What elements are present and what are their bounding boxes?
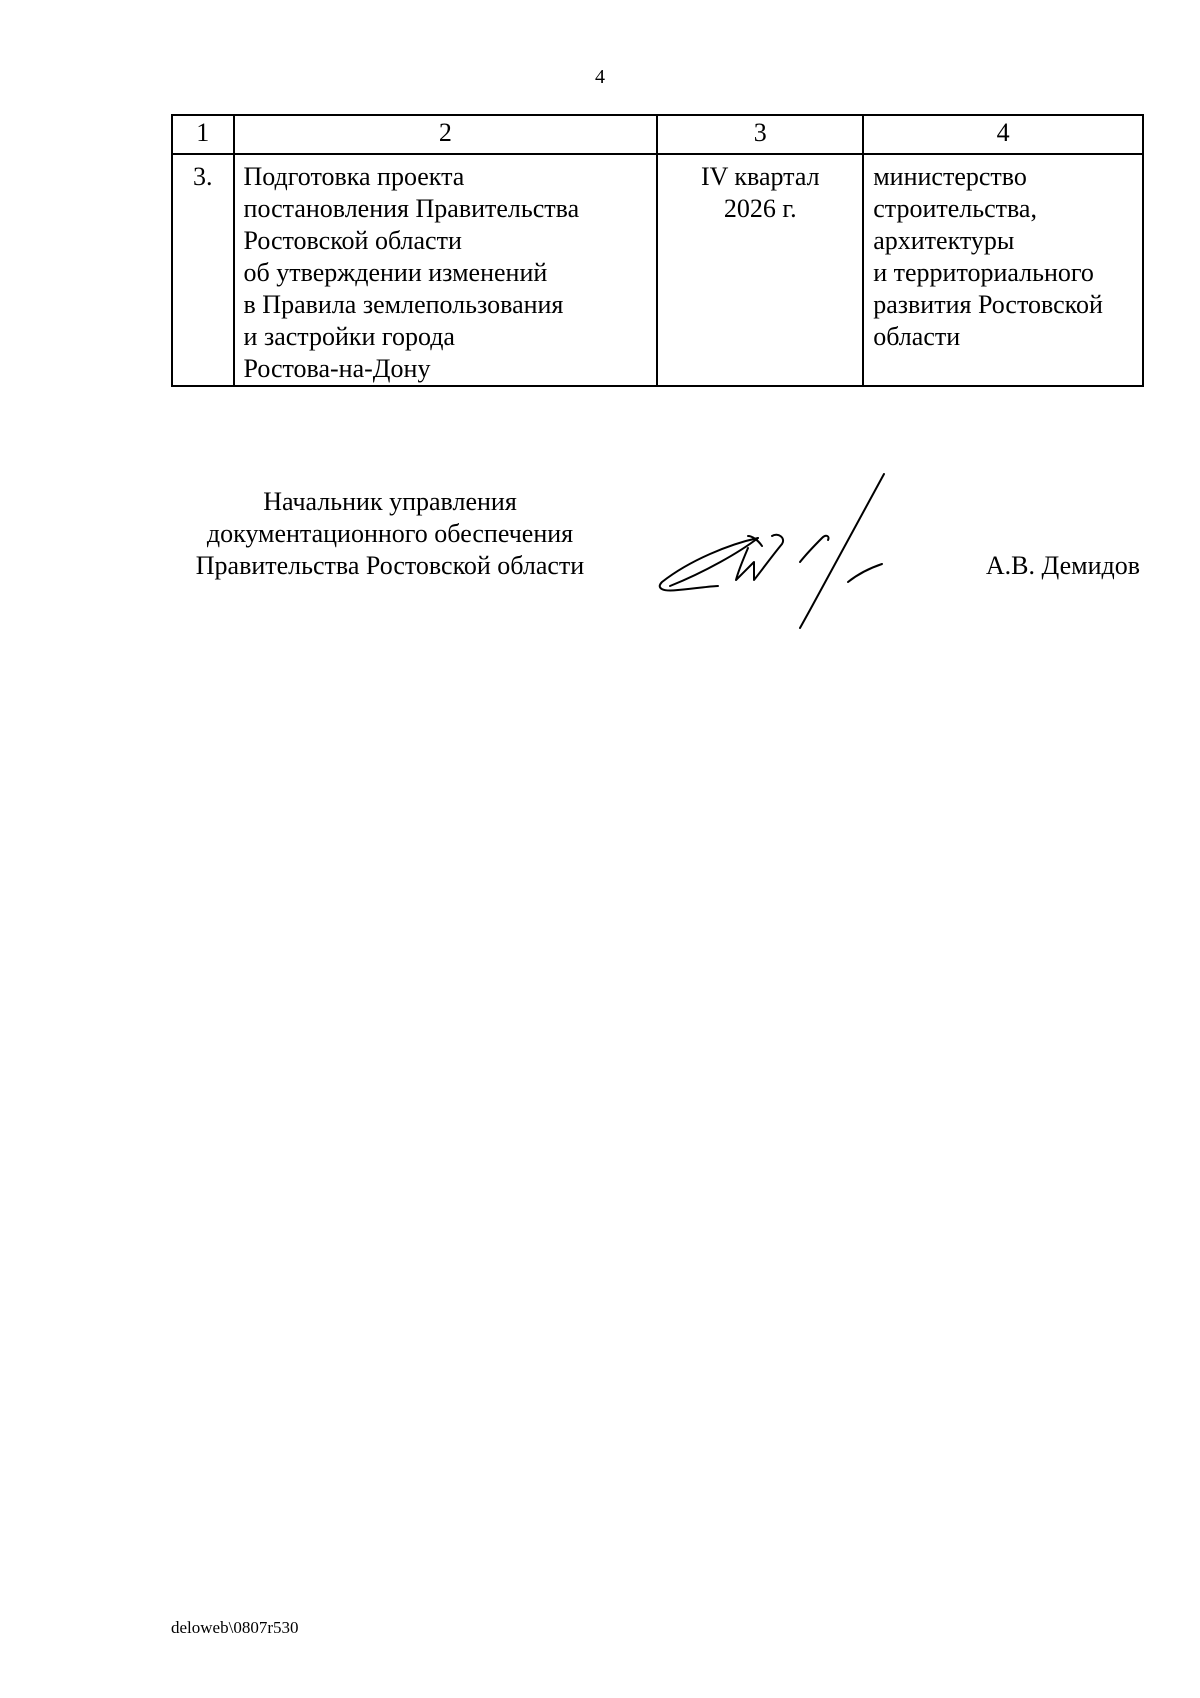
row-responsible: министерство строительства, архитектуры и территориального развития Ростовской области — [863, 154, 1143, 386]
document-code: deloweb\0807r530 — [171, 1618, 299, 1637]
row-deadline: IV квартал 2026 г. — [657, 154, 863, 386]
signer-position-line-1: Начальник управления — [263, 487, 517, 516]
table-row — [172, 154, 1143, 386]
header-col-2: 2 — [234, 115, 658, 154]
signer-position-line-2: документационного обеспечения — [206, 519, 574, 548]
signer-position-line-3: Правительства Ростовской области — [195, 551, 585, 580]
header-col-1: 1 — [172, 115, 234, 154]
signer-name: А.В. Демидов — [985, 551, 1140, 580]
row-number: 3. — [172, 154, 234, 386]
row-activity: Подготовка проекта постановления Правительства Ростовской области об утверждении изменений в Правила землепользования и застройки города Ростова-на-Дону — [234, 154, 658, 386]
header-col-4: 4 — [863, 115, 1143, 154]
header-col-3: 3 — [657, 115, 863, 154]
table-header-row — [172, 115, 1143, 154]
plan-table — [171, 114, 1144, 387]
page-number: 4 — [595, 66, 605, 88]
signer-position — [170, 486, 610, 582]
handwritten-signature — [650, 470, 930, 630]
